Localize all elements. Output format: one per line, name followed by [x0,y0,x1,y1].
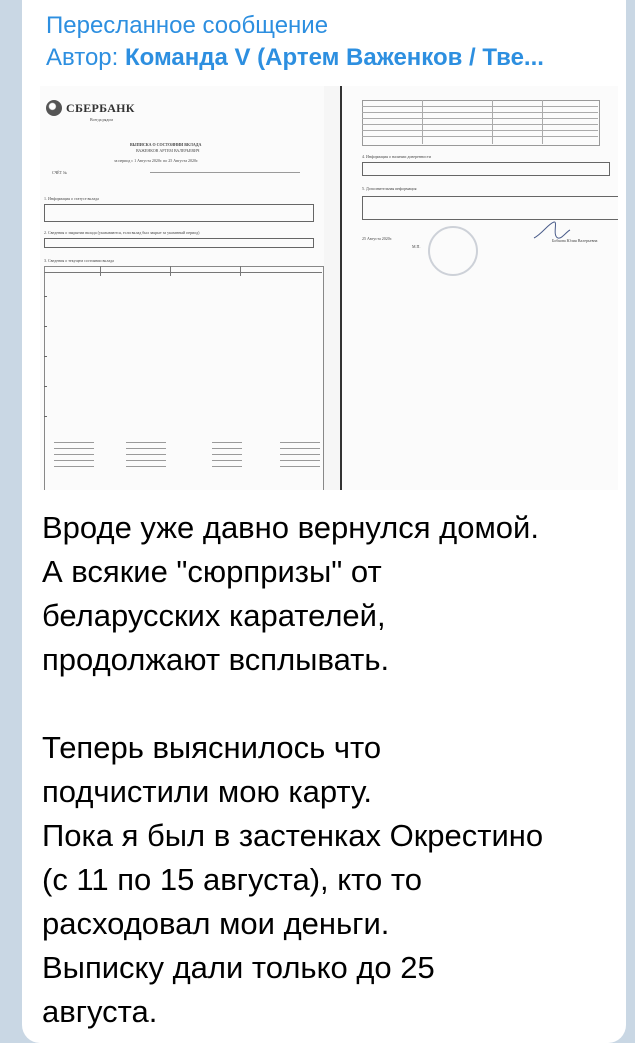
statement-title: ВЫПИСКА О СОСТОЯНИИ ВКЛАДА [130,142,202,147]
bank-statement-photo[interactable] [40,86,616,490]
message-line: подчистили мою карту. [42,774,372,809]
transactions-table [44,266,324,490]
forward-author[interactable]: Команда V (Артем Важенков / Тве... [124,44,544,71]
message-text [42,506,612,1034]
additional-info-box [362,196,618,220]
section-3-title: 3. Сведения о текущем состоянии вклада [44,258,114,263]
forward-author-line[interactable] [46,42,616,74]
message-line: Выписку дали только до 25 [42,950,435,985]
bank-stamp [428,226,478,276]
statement-holder: ВАЖЕНКОВ АРТЕМ ВАЛЕРЬЕВИЧ [136,148,200,153]
section-1-title: 1. Информация о статусе вклада [44,196,99,201]
account-label: СЧЁТ № [52,170,67,175]
issued-date: 25 Августа 2020г. [362,236,392,241]
status-table [44,204,314,222]
closure-table [44,238,314,248]
section-4-title: 4. Информация о наличии доверенности [362,154,431,159]
sberbank-logo [46,100,135,116]
forward-header[interactable] [46,10,616,74]
bank-name: СБЕРБАНК [66,100,135,115]
controller-name: Бобкова Юлия Валерьевна [552,238,598,243]
message-line: Теперь выяснилось что [42,730,382,765]
forward-author-prefix: Автор: [46,44,125,71]
section-2-title: 2. Сведения о закрытии вклада (указываются, если вклад был закрыт за указанный период) [44,230,200,235]
bank-tagline: Всегда рядом [90,117,113,122]
statement-page-2 [340,86,618,490]
forward-title: Пересланное сообщение [46,12,329,39]
statement-page-1 [40,86,324,490]
message-line: августа. [42,994,158,1029]
stamp-label: М.П. [412,244,421,249]
message-line: беларусских карателей, [42,598,386,633]
sberbank-logo-icon [46,100,62,116]
message-line: (с 11 по 15 августа), кто то [42,862,422,897]
power-of-attorney-table [362,162,610,176]
message-line: Вроде уже давно вернулся домой. [42,510,539,545]
message-line: А всякие "сюрпризы" от [42,554,382,589]
message-bubble [22,0,626,1043]
statement-period: за период с 1 Августа 2020г. по 25 Августа 2020г. [114,158,199,163]
message-line: Пока я был в застенках Окрестино [42,818,544,853]
section-5-title: 5. Дополнительная информация [362,186,417,191]
message-line: продолжают всплывать. [42,642,390,677]
message-line: расходовал мои деньги. [42,906,390,941]
